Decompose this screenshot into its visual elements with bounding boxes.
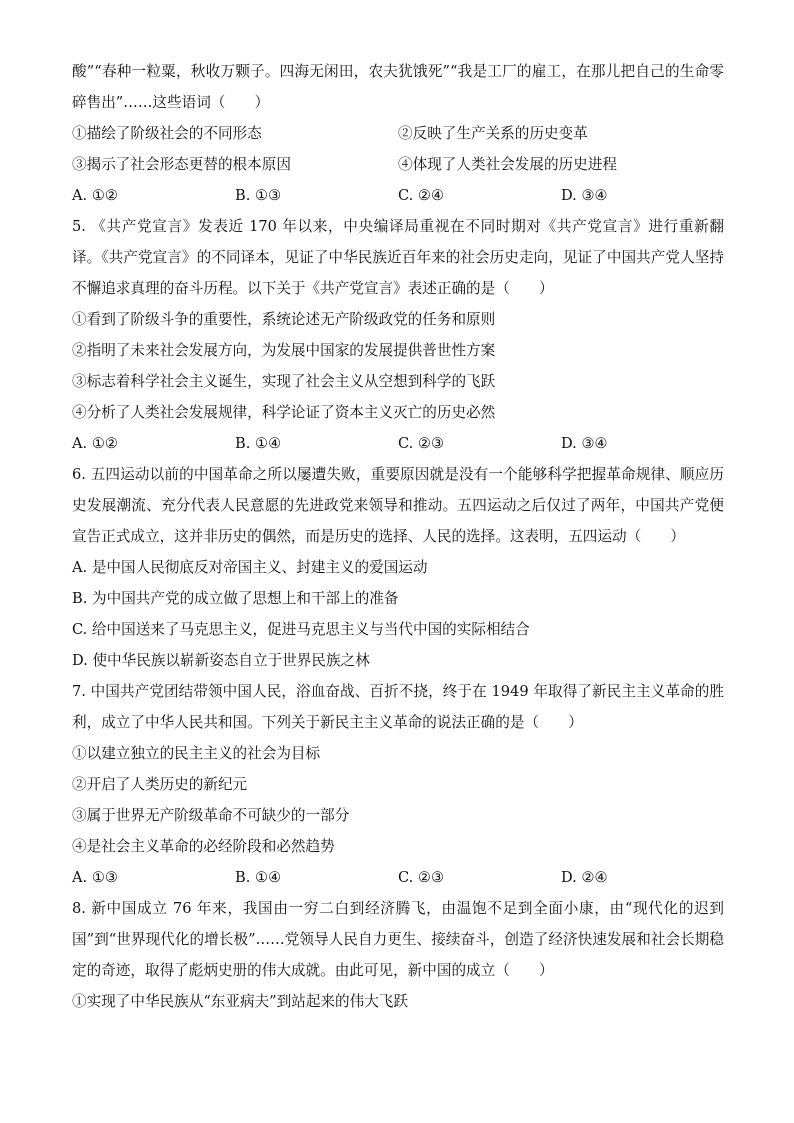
question-8 (72, 893, 724, 1017)
question-8-stem: 8. 新中国成立 76 年来，我国由一穷二白到经济腾飞，由温饱不足到全面小康，由“现代化的迟到国”到“世界现代化的增长极”……党领导人民自力更生、接续奋斗，创造了经济快速发展和社会长期稳定的奇迹，取得了彪炳史册的伟大成就。由此可见，新中国的成立（ ） (72, 900, 724, 979)
option-c: C. 给中国送来了马克思主义，促进马克思主义与当代中国的实际相结合 (72, 621, 530, 638)
option-a: A. ①② (72, 435, 118, 452)
question-5-options (72, 428, 724, 459)
question-7-stem: 7. 中国共产党团结带领中国人民，浴血奋战、百折不挠，终于在 1949 年取得了新民主主义革命的胜利，成立了中华人民共和国。下列关于新民主主义革命的说法正确的是（ ） (72, 683, 724, 731)
question-5-stem: 5. 《共产党宣言》发表近 170 年以来，中央编译局重视在不同时期对《共产党宣言》进行重新翻译。《共产党宣言》的不同译本，见证了中华民族近百年来的社会历史走向，见证了中国共产党人坚持不懈追求真理的奋斗历程。以下关于《共产党宣言》表述正确的是（ ） (72, 218, 724, 297)
statement: ④是社会主义革命的必经阶段和必然趋势 (72, 838, 335, 855)
option-b: B. ①④ (235, 869, 282, 886)
statement: ②开启了人类历史的新纪元 (72, 776, 248, 793)
question-7 (72, 676, 724, 893)
statement: ①描绘了阶级社会的不同形态 (72, 125, 262, 142)
option-a: A. ①② (72, 187, 118, 204)
option-d: D. ③④ (561, 435, 608, 452)
option-c: C. ②③ (398, 435, 445, 452)
option-b: B. 为中国共产党的成立做了思想上和干部上的准备 (72, 590, 399, 607)
question-6 (72, 459, 724, 676)
statement: ④分析了人类社会发展规律，科学论证了资本主义灭亡的历史必然 (72, 404, 496, 421)
statement: ③属于世界无产阶级革命不可缺少的一部分 (72, 807, 350, 824)
question-5 (72, 211, 724, 459)
question-4-statements-row-2 (72, 149, 724, 180)
statement: ①实现了中华民族从“东亚病夫”到站起来的伟大飞跃 (72, 993, 408, 1010)
question-4-options (72, 180, 724, 211)
option-d: D. ③④ (561, 187, 608, 204)
question-4-continuation (72, 56, 724, 211)
statement: ③标志着科学社会主义诞生，实现了社会主义从空想到科学的飞跃 (72, 373, 496, 390)
question-4-statements-row-1 (72, 118, 724, 149)
question-7-options (72, 862, 724, 893)
option-b: B. ①④ (235, 435, 282, 452)
statement: ④体现了人类社会发展的历史进程 (398, 156, 617, 173)
option-b: B. ①③ (235, 187, 282, 204)
statement: ①看到了阶级斗争的重要性，系统论述无产阶级政党的任务和原则 (72, 311, 496, 328)
exam-page (72, 56, 724, 1017)
statement: ②指明了未来社会发展方向，为发展中国家的发展提供普世性方案 (72, 342, 496, 359)
option-d: D. ②④ (561, 869, 608, 886)
question-4-stem-tail: 酸”“春种一粒粟，秋收万颗子。四海无闲田，农夫犹饿死”“我是工厂的雇工，在那儿把自己的生命零碎售出”……这些语词（ ） (72, 63, 724, 111)
option-c: C. ②③ (398, 869, 445, 886)
question-6-stem: 6. 五四运动以前的中国革命之所以屡遭失败，重要原因就是没有一个能够科学把握革命规律、顺应历史发展潮流、充分代表人民意愿的先进政党来领导和推动。五四运动之后仅过了两年，中国共产党便宣告正式成立，这并非历史的偶然，而是历史的选择、人民的选择。这表明，五四运动（ ） (72, 466, 724, 545)
option-c: C. ②④ (398, 187, 445, 204)
option-a: A. ①③ (72, 869, 118, 886)
statement: ②反映了生产关系的历史变革 (398, 125, 588, 142)
statement: ③揭示了社会形态更替的根本原因 (72, 156, 291, 173)
statement: ①以建立独立的民主主义的社会为目标 (72, 745, 321, 762)
option-a: A. 是中国人民彻底反对帝国主义、封建主义的爱国运动 (72, 559, 428, 576)
option-d: D. 使中华民族以崭新姿态自立于世界民族之林 (72, 652, 370, 669)
